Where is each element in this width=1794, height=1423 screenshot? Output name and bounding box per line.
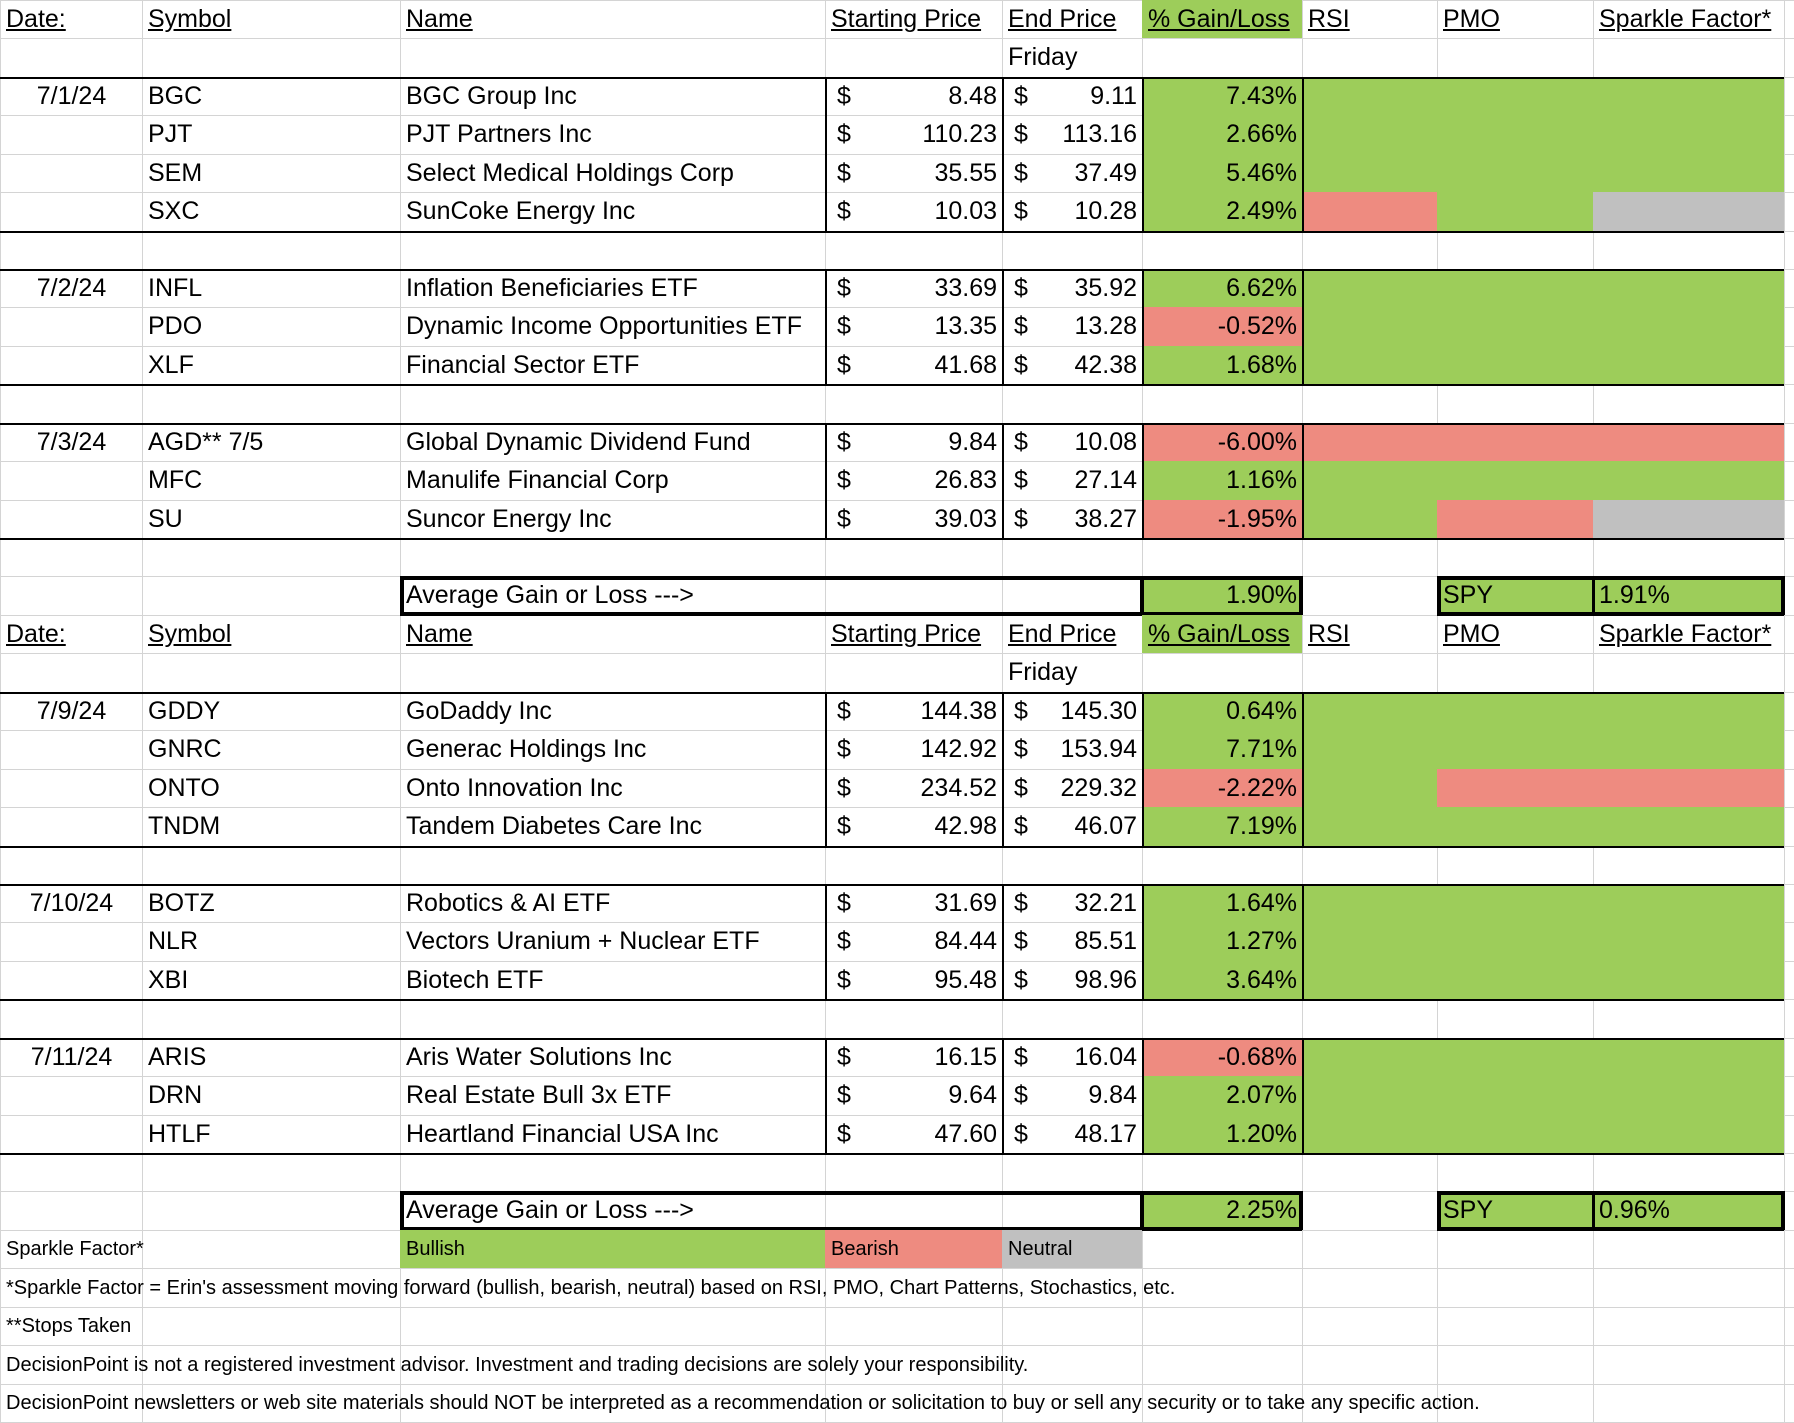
start-dollar-sign[interactable]: $ bbox=[837, 773, 851, 802]
start-dollar-sign[interactable]: $ bbox=[837, 504, 851, 533]
row-pmo-indicator[interactable] bbox=[1437, 692, 1593, 730]
row-symbol[interactable]: GDDY bbox=[148, 696, 221, 725]
row-starting-price[interactable]: 234.52 bbox=[920, 773, 997, 802]
row-starting-price[interactable]: 95.48 bbox=[934, 965, 997, 994]
row-starting-price[interactable]: 16.15 bbox=[934, 1042, 997, 1071]
row-rsi-indicator[interactable] bbox=[1302, 77, 1437, 115]
group-border-vline bbox=[1302, 884, 1304, 999]
row-starting-price[interactable]: 142.92 bbox=[920, 735, 997, 763]
row-starting-price[interactable]: 13.35 bbox=[934, 312, 997, 340]
row-symbol[interactable]: BOTZ bbox=[148, 888, 215, 917]
row-gain-loss[interactable]: -0.52% bbox=[1142, 307, 1302, 346]
end-dollar-sign[interactable]: $ bbox=[1014, 197, 1028, 225]
spy-value[interactable]: 0.96% bbox=[1593, 1191, 1784, 1230]
average-box bbox=[400, 1191, 1302, 1195]
group-border-vline bbox=[1002, 423, 1004, 538]
row-symbol[interactable]: PJT bbox=[148, 120, 193, 148]
header-gain-loss[interactable]: % Gain/Loss bbox=[1142, 615, 1302, 653]
row-gain-loss[interactable]: 5.46% bbox=[1142, 154, 1302, 192]
row-rsi-indicator[interactable] bbox=[1302, 807, 1437, 846]
start-dollar-sign[interactable]: $ bbox=[837, 197, 851, 225]
row-gain-loss[interactable]: 7.19% bbox=[1142, 807, 1302, 846]
row-symbol[interactable]: NLR bbox=[148, 927, 199, 955]
row-rsi-indicator[interactable] bbox=[1302, 1076, 1437, 1115]
row-symbol[interactable]: ARIS bbox=[148, 1042, 207, 1071]
row-symbol[interactable]: INFL bbox=[148, 273, 203, 302]
group-border-top bbox=[0, 692, 1784, 694]
spy-box bbox=[1592, 1191, 1595, 1230]
row-pmo-indicator[interactable] bbox=[1437, 922, 1593, 961]
row-symbol[interactable]: SU bbox=[148, 504, 183, 533]
disclaimer-advisor[interactable]: DecisionPoint is not a registered investment advisor. Investment and trading decisions are solely your responsibility. bbox=[6, 1353, 1029, 1376]
row-name[interactable]: Select Medical Holdings Corp bbox=[406, 158, 734, 187]
row-sparkle-indicator[interactable] bbox=[1593, 807, 1784, 846]
group-border-vline bbox=[825, 1038, 827, 1153]
row-name[interactable]: Suncor Energy Inc bbox=[406, 504, 612, 533]
group-border-bottom bbox=[0, 1153, 1784, 1155]
row-gain-loss[interactable]: 1.16% bbox=[1142, 461, 1302, 500]
row-sparkle-indicator[interactable] bbox=[1593, 269, 1784, 307]
group-border-bottom bbox=[0, 846, 1784, 848]
row-sparkle-indicator[interactable] bbox=[1593, 1076, 1784, 1115]
row-gain-loss[interactable]: 1.27% bbox=[1142, 922, 1302, 961]
row-gain-loss[interactable]: 3.64% bbox=[1142, 961, 1302, 999]
row-end-price[interactable]: 13.28 bbox=[1074, 312, 1137, 340]
group-border-vline bbox=[1002, 884, 1004, 999]
row-symbol[interactable]: PDO bbox=[148, 312, 203, 340]
end-dollar-sign[interactable]: $ bbox=[1014, 1081, 1028, 1109]
average-box bbox=[1140, 576, 1144, 615]
row-sparkle-indicator[interactable] bbox=[1593, 922, 1784, 961]
row-end-price[interactable]: 16.04 bbox=[1074, 1042, 1137, 1071]
row-gain-loss[interactable]: 1.20% bbox=[1142, 1115, 1302, 1153]
row-rsi-indicator[interactable] bbox=[1302, 922, 1437, 961]
row-starting-price[interactable]: 84.44 bbox=[934, 927, 997, 955]
start-dollar-sign[interactable]: $ bbox=[837, 1119, 851, 1148]
end-dollar-sign[interactable]: $ bbox=[1014, 1042, 1028, 1071]
legend-bullish[interactable]: Bullish bbox=[400, 1230, 825, 1268]
row-end-price[interactable]: 42.38 bbox=[1074, 350, 1137, 379]
group-border-vline bbox=[1142, 1038, 1144, 1153]
row-symbol[interactable]: TNDM bbox=[148, 812, 221, 840]
start-dollar-sign[interactable]: $ bbox=[837, 888, 851, 917]
start-dollar-sign[interactable]: $ bbox=[837, 812, 851, 840]
row-rsi-indicator[interactable] bbox=[1302, 730, 1437, 769]
row-pmo-indicator[interactable] bbox=[1437, 807, 1593, 846]
row-gain-loss[interactable]: 6.62% bbox=[1142, 269, 1302, 307]
start-dollar-sign[interactable]: $ bbox=[837, 350, 851, 379]
row-starting-price[interactable]: 9.64 bbox=[948, 1081, 997, 1109]
header-sparkle-factor[interactable]: Sparkle Factor* bbox=[1599, 4, 1772, 33]
row-end-price[interactable]: 113.16 bbox=[1062, 120, 1137, 148]
spy-box bbox=[1437, 576, 1441, 615]
row-name[interactable]: Financial Sector ETF bbox=[406, 350, 640, 379]
row-starting-price[interactable]: 42.98 bbox=[934, 812, 997, 840]
spy-box bbox=[1437, 1191, 1784, 1195]
row-sparkle-indicator[interactable] bbox=[1593, 730, 1784, 769]
row-gain-loss[interactable]: -0.68% bbox=[1142, 1038, 1302, 1076]
header-friday[interactable]: Friday bbox=[1008, 43, 1078, 71]
row-symbol[interactable]: MFC bbox=[148, 466, 203, 494]
row-pmo-indicator[interactable] bbox=[1437, 884, 1593, 922]
row-starting-price[interactable]: 8.48 bbox=[948, 81, 997, 110]
row-rsi-indicator[interactable] bbox=[1302, 1115, 1437, 1153]
row-sparkle-indicator[interactable] bbox=[1593, 77, 1784, 115]
row-name[interactable]: PJT Partners Inc bbox=[406, 120, 592, 148]
row-pmo-indicator[interactable] bbox=[1437, 1115, 1593, 1153]
row-starting-price[interactable]: 26.83 bbox=[934, 466, 997, 494]
end-dollar-sign[interactable]: $ bbox=[1014, 812, 1028, 840]
row-pmo-indicator[interactable] bbox=[1437, 346, 1593, 384]
row-pmo-indicator[interactable] bbox=[1437, 500, 1593, 538]
row-rsi-indicator[interactable] bbox=[1302, 884, 1437, 922]
row-name[interactable]: Tandem Diabetes Care Inc bbox=[406, 812, 702, 840]
header-friday[interactable]: Friday bbox=[1008, 658, 1078, 686]
row-symbol[interactable]: HTLF bbox=[148, 1119, 211, 1148]
row-name[interactable]: Global Dynamic Dividend Fund bbox=[406, 427, 751, 456]
spy-label[interactable]: SPY bbox=[1437, 1191, 1593, 1230]
row-pmo-indicator[interactable] bbox=[1437, 154, 1593, 192]
row-starting-price[interactable]: 33.69 bbox=[934, 273, 997, 302]
average-box bbox=[400, 1191, 404, 1230]
group-border-vline bbox=[1302, 423, 1304, 538]
row-name[interactable]: SunCoke Energy Inc bbox=[406, 197, 636, 225]
group-border-vline bbox=[1142, 77, 1144, 231]
row-pmo-indicator[interactable] bbox=[1437, 461, 1593, 500]
row-name[interactable]: Generac Holdings Inc bbox=[406, 735, 647, 763]
end-dollar-sign[interactable]: $ bbox=[1014, 120, 1028, 148]
row-sparkle-indicator[interactable] bbox=[1593, 884, 1784, 922]
group-border-vline bbox=[1142, 269, 1144, 384]
row-end-price[interactable]: 10.08 bbox=[1074, 427, 1137, 456]
legend-label[interactable]: Sparkle Factor* bbox=[6, 1238, 144, 1260]
spy-box bbox=[1437, 1191, 1441, 1230]
row-date[interactable]: 7/3/24 bbox=[36, 427, 107, 456]
row-name[interactable]: Heartland Financial USA Inc bbox=[406, 1119, 719, 1148]
start-dollar-sign[interactable]: $ bbox=[837, 1081, 851, 1109]
end-dollar-sign[interactable]: $ bbox=[1014, 888, 1028, 917]
row-starting-price[interactable]: 144.38 bbox=[920, 696, 997, 725]
group-border-bottom bbox=[0, 231, 1784, 233]
row-starting-price[interactable]: 9.84 bbox=[948, 427, 997, 456]
row-sparkle-indicator[interactable] bbox=[1593, 961, 1784, 999]
start-dollar-sign[interactable]: $ bbox=[837, 120, 851, 148]
footnote-sparkle-factor[interactable]: *Sparkle Factor = Erin's assessment moving forward (bullish, bearish, neutral) based on RSI, PMO, Chart Patterns, Stochastics, etc. bbox=[6, 1276, 1176, 1299]
row-name[interactable]: Vectors Uranium + Nuclear ETF bbox=[406, 927, 760, 955]
row-name[interactable]: Manulife Financial Corp bbox=[406, 466, 669, 494]
header-end-price[interactable]: End Price bbox=[1008, 4, 1117, 33]
group-border-vline bbox=[825, 269, 827, 384]
row-sparkle-indicator[interactable] bbox=[1593, 115, 1784, 154]
row-rsi-indicator[interactable] bbox=[1302, 423, 1437, 461]
spy-value[interactable]: 1.91% bbox=[1593, 576, 1784, 615]
group-border-vline bbox=[1302, 1038, 1304, 1153]
row-end-price[interactable]: 46.07 bbox=[1074, 812, 1137, 840]
group-border-vline bbox=[1002, 77, 1004, 231]
row-end-price[interactable]: 48.17 bbox=[1074, 1119, 1137, 1148]
row-gain-loss[interactable]: -1.95% bbox=[1142, 500, 1302, 538]
start-dollar-sign[interactable]: $ bbox=[837, 466, 851, 494]
header-symbol[interactable]: Symbol bbox=[148, 4, 232, 33]
row-symbol[interactable]: SEM bbox=[148, 158, 203, 187]
group-border-top bbox=[0, 77, 1784, 79]
row-name[interactable]: Aris Water Solutions Inc bbox=[406, 1042, 672, 1071]
row-gain-loss[interactable]: 1.68% bbox=[1142, 346, 1302, 384]
row-symbol[interactable]: BGC bbox=[148, 81, 203, 110]
spy-label[interactable]: SPY bbox=[1437, 576, 1593, 615]
end-dollar-sign[interactable]: $ bbox=[1014, 466, 1028, 494]
row-sparkle-indicator[interactable] bbox=[1593, 154, 1784, 192]
average-box bbox=[400, 576, 404, 615]
row-symbol[interactable]: SXC bbox=[148, 197, 200, 225]
group-border-vline bbox=[1142, 692, 1144, 846]
legend-bearish[interactable]: Bearish bbox=[825, 1230, 1002, 1268]
start-dollar-sign[interactable]: $ bbox=[837, 965, 851, 994]
row-rsi-indicator[interactable] bbox=[1302, 1038, 1437, 1076]
row-sparkle-indicator[interactable] bbox=[1593, 769, 1784, 807]
row-gain-loss[interactable]: 2.07% bbox=[1142, 1076, 1302, 1115]
spy-box bbox=[1781, 1191, 1785, 1230]
row-sparkle-indicator[interactable] bbox=[1593, 461, 1784, 500]
legend-neutral[interactable]: Neutral bbox=[1002, 1230, 1142, 1268]
group-border-vline bbox=[825, 77, 827, 231]
row-end-price[interactable]: 38.27 bbox=[1074, 504, 1137, 533]
group-border-vline bbox=[1142, 423, 1144, 538]
start-dollar-sign[interactable]: $ bbox=[837, 735, 851, 763]
row-end-price[interactable]: 145.30 bbox=[1060, 696, 1137, 725]
disclaimer-recommendation[interactable]: DecisionPoint newsletters or web site materials should NOT be interpreted as a recommendation or solicitation to buy or sell any security or to take any specific action. bbox=[6, 1392, 1480, 1414]
average-box bbox=[1299, 1191, 1303, 1230]
row-symbol[interactable]: XBI bbox=[148, 965, 189, 994]
header-gain-loss[interactable]: % Gain/Loss bbox=[1142, 0, 1302, 38]
row-sparkle-indicator[interactable] bbox=[1593, 1038, 1784, 1076]
group-border-vline bbox=[1302, 692, 1304, 846]
row-gain-loss[interactable]: 2.66% bbox=[1142, 115, 1302, 154]
row-pmo-indicator[interactable] bbox=[1437, 1038, 1593, 1076]
row-date[interactable]: 7/2/24 bbox=[36, 273, 107, 302]
row-symbol[interactable]: AGD** 7/5 bbox=[148, 427, 264, 456]
row-sparkle-indicator[interactable] bbox=[1593, 423, 1784, 461]
group-border-bottom bbox=[0, 384, 1784, 386]
group-border-vline bbox=[1302, 77, 1304, 231]
row-end-price[interactable]: 35.92 bbox=[1074, 273, 1137, 302]
row-sparkle-indicator[interactable] bbox=[1593, 1115, 1784, 1153]
group-border-vline bbox=[825, 884, 827, 999]
end-dollar-sign[interactable]: $ bbox=[1014, 81, 1028, 110]
group-border-vline bbox=[1002, 692, 1004, 846]
row-date[interactable]: 7/9/24 bbox=[36, 696, 107, 725]
header-date[interactable]: Date: bbox=[6, 619, 66, 648]
row-pmo-indicator[interactable] bbox=[1437, 307, 1593, 346]
row-gain-loss[interactable]: 0.64% bbox=[1142, 692, 1302, 730]
row-name[interactable]: Robotics & AI ETF bbox=[406, 888, 611, 917]
end-dollar-sign[interactable]: $ bbox=[1014, 927, 1028, 955]
footnote-stops-taken[interactable]: **Stops Taken bbox=[6, 1315, 132, 1337]
header-end-price[interactable]: End Price bbox=[1008, 619, 1117, 648]
row-end-price[interactable]: 37.49 bbox=[1074, 158, 1137, 187]
row-symbol[interactable]: DRN bbox=[148, 1081, 203, 1109]
start-dollar-sign[interactable]: $ bbox=[837, 927, 851, 955]
row-end-price[interactable]: 32.21 bbox=[1074, 888, 1137, 917]
end-dollar-sign[interactable]: $ bbox=[1014, 427, 1028, 456]
spy-box bbox=[1781, 576, 1785, 615]
row-starting-price[interactable]: 10.03 bbox=[934, 197, 997, 225]
start-dollar-sign[interactable]: $ bbox=[837, 273, 851, 302]
row-symbol[interactable]: ONTO bbox=[148, 773, 220, 802]
row-end-price[interactable]: 9.11 bbox=[1090, 81, 1137, 110]
group-border-vline bbox=[825, 692, 827, 846]
row-gain-loss[interactable]: 7.71% bbox=[1142, 730, 1302, 769]
row-rsi-indicator[interactable] bbox=[1302, 769, 1437, 807]
row-pmo-indicator[interactable] bbox=[1437, 192, 1593, 231]
row-rsi-indicator[interactable] bbox=[1302, 346, 1437, 384]
row-end-price[interactable]: 10.28 bbox=[1074, 197, 1137, 225]
row-name[interactable]: Onto Innovation Inc bbox=[406, 773, 623, 802]
row-sparkle-indicator[interactable] bbox=[1593, 346, 1784, 384]
group-border-top bbox=[0, 884, 1784, 886]
row-sparkle-indicator[interactable] bbox=[1593, 307, 1784, 346]
row-name[interactable]: Real Estate Bull 3x ETF bbox=[406, 1081, 672, 1109]
row-name[interactable]: Biotech ETF bbox=[406, 965, 544, 994]
row-date[interactable]: 7/11/24 bbox=[30, 1042, 113, 1071]
group-border-top bbox=[0, 269, 1784, 271]
row-end-price[interactable]: 229.32 bbox=[1060, 773, 1137, 802]
row-starting-price[interactable]: 41.68 bbox=[934, 350, 997, 379]
start-dollar-sign[interactable]: $ bbox=[837, 81, 851, 110]
group-border-top bbox=[0, 423, 1784, 425]
end-dollar-sign[interactable]: $ bbox=[1014, 273, 1028, 302]
row-symbol[interactable]: XLF bbox=[148, 350, 194, 379]
group-border-vline bbox=[1142, 884, 1144, 999]
row-starting-price[interactable]: 47.60 bbox=[934, 1119, 997, 1148]
start-dollar-sign[interactable]: $ bbox=[837, 158, 851, 187]
end-dollar-sign[interactable]: $ bbox=[1014, 773, 1028, 802]
start-dollar-sign[interactable]: $ bbox=[837, 312, 851, 340]
header-rsi[interactable]: RSI bbox=[1308, 4, 1350, 33]
row-pmo-indicator[interactable] bbox=[1437, 1076, 1593, 1115]
end-dollar-sign[interactable]: $ bbox=[1014, 312, 1028, 340]
grid-hline bbox=[0, 38, 1794, 39]
row-pmo-indicator[interactable] bbox=[1437, 115, 1593, 154]
start-dollar-sign[interactable]: $ bbox=[837, 1042, 851, 1071]
average-label[interactable]: Average Gain or Loss ---> bbox=[406, 581, 694, 609]
spy-box bbox=[1437, 576, 1784, 580]
average-label[interactable]: Average Gain or Loss ---> bbox=[406, 1196, 694, 1224]
row-end-price[interactable]: 98.96 bbox=[1074, 965, 1137, 994]
row-pmo-indicator[interactable] bbox=[1437, 769, 1593, 807]
header-starting-price[interactable]: Starting Price bbox=[831, 619, 982, 648]
header-date[interactable]: Date: bbox=[6, 4, 66, 33]
header-name[interactable]: Name bbox=[406, 4, 473, 33]
start-dollar-sign[interactable]: $ bbox=[837, 427, 851, 456]
row-pmo-indicator[interactable] bbox=[1437, 730, 1593, 769]
average-value[interactable]: 2.25% bbox=[1142, 1191, 1302, 1230]
row-date[interactable]: 7/1/24 bbox=[36, 81, 107, 110]
end-dollar-sign[interactable]: $ bbox=[1014, 158, 1028, 187]
group-border-vline bbox=[1002, 269, 1004, 384]
average-box bbox=[1140, 1191, 1144, 1230]
row-symbol[interactable]: GNRC bbox=[148, 735, 222, 763]
row-rsi-indicator[interactable] bbox=[1302, 692, 1437, 730]
average-box bbox=[1299, 576, 1303, 615]
row-pmo-indicator[interactable] bbox=[1437, 423, 1593, 461]
header-pmo[interactable]: PMO bbox=[1443, 4, 1500, 33]
group-border-vline bbox=[1002, 1038, 1004, 1153]
row-pmo-indicator[interactable] bbox=[1437, 77, 1593, 115]
row-end-price[interactable]: 85.51 bbox=[1074, 927, 1137, 955]
group-border-vline bbox=[825, 423, 827, 538]
row-rsi-indicator[interactable] bbox=[1302, 269, 1437, 307]
end-dollar-sign[interactable]: $ bbox=[1014, 965, 1028, 994]
row-rsi-indicator[interactable] bbox=[1302, 115, 1437, 154]
row-rsi-indicator[interactable] bbox=[1302, 307, 1437, 346]
group-border-top bbox=[0, 1038, 1784, 1040]
spy-box bbox=[1592, 576, 1595, 615]
row-rsi-indicator[interactable] bbox=[1302, 961, 1437, 999]
row-gain-loss[interactable]: 2.49% bbox=[1142, 192, 1302, 231]
row-rsi-indicator[interactable] bbox=[1302, 154, 1437, 192]
end-dollar-sign[interactable]: $ bbox=[1014, 696, 1028, 725]
row-gain-loss[interactable]: -2.22% bbox=[1142, 769, 1302, 807]
row-name[interactable]: GoDaddy Inc bbox=[406, 696, 552, 725]
row-end-price[interactable]: 9.84 bbox=[1088, 1081, 1137, 1109]
row-pmo-indicator[interactable] bbox=[1437, 269, 1593, 307]
row-rsi-indicator[interactable] bbox=[1302, 461, 1437, 500]
row-starting-price[interactable]: 39.03 bbox=[934, 504, 997, 533]
header-sparkle-factor[interactable]: Sparkle Factor* bbox=[1599, 619, 1772, 648]
header-pmo[interactable]: PMO bbox=[1443, 619, 1500, 648]
row-rsi-indicator[interactable] bbox=[1302, 192, 1437, 231]
row-sparkle-indicator[interactable] bbox=[1593, 500, 1784, 538]
header-rsi[interactable]: RSI bbox=[1308, 619, 1350, 648]
grid-hline bbox=[0, 653, 1794, 654]
group-border-vline bbox=[1302, 269, 1304, 384]
row-end-price[interactable]: 27.14 bbox=[1074, 466, 1137, 494]
average-value[interactable]: 1.90% bbox=[1142, 576, 1302, 615]
row-date[interactable]: 7/10/24 bbox=[29, 888, 114, 917]
row-sparkle-indicator[interactable] bbox=[1593, 192, 1784, 231]
row-name[interactable]: Dynamic Income Opportunities ETF bbox=[406, 312, 802, 340]
row-sparkle-indicator[interactable] bbox=[1593, 692, 1784, 730]
end-dollar-sign[interactable]: $ bbox=[1014, 1119, 1028, 1148]
group-border-bottom bbox=[0, 999, 1784, 1001]
row-gain-loss[interactable]: -6.00% bbox=[1142, 423, 1302, 461]
row-name[interactable]: BGC Group Inc bbox=[406, 81, 577, 110]
row-end-price[interactable]: 153.94 bbox=[1060, 735, 1137, 763]
row-gain-loss[interactable]: 7.43% bbox=[1142, 77, 1302, 115]
header-symbol[interactable]: Symbol bbox=[148, 619, 232, 648]
average-box bbox=[400, 576, 1302, 580]
row-starting-price[interactable]: 35.55 bbox=[934, 158, 997, 187]
end-dollar-sign[interactable]: $ bbox=[1014, 735, 1028, 763]
row-pmo-indicator[interactable] bbox=[1437, 961, 1593, 999]
row-starting-price[interactable]: 31.69 bbox=[934, 888, 997, 917]
start-dollar-sign[interactable]: $ bbox=[837, 696, 851, 725]
end-dollar-sign[interactable]: $ bbox=[1014, 504, 1028, 533]
row-name[interactable]: Inflation Beneficiaries ETF bbox=[406, 273, 698, 302]
header-starting-price[interactable]: Starting Price bbox=[831, 4, 982, 33]
spy-box bbox=[1437, 1227, 1784, 1231]
end-dollar-sign[interactable]: $ bbox=[1014, 350, 1028, 379]
row-starting-price[interactable]: 110.23 bbox=[922, 120, 997, 148]
row-gain-loss[interactable]: 1.64% bbox=[1142, 884, 1302, 922]
group-border-bottom bbox=[0, 538, 1784, 540]
header-name[interactable]: Name bbox=[406, 619, 473, 648]
row-rsi-indicator[interactable] bbox=[1302, 500, 1437, 538]
